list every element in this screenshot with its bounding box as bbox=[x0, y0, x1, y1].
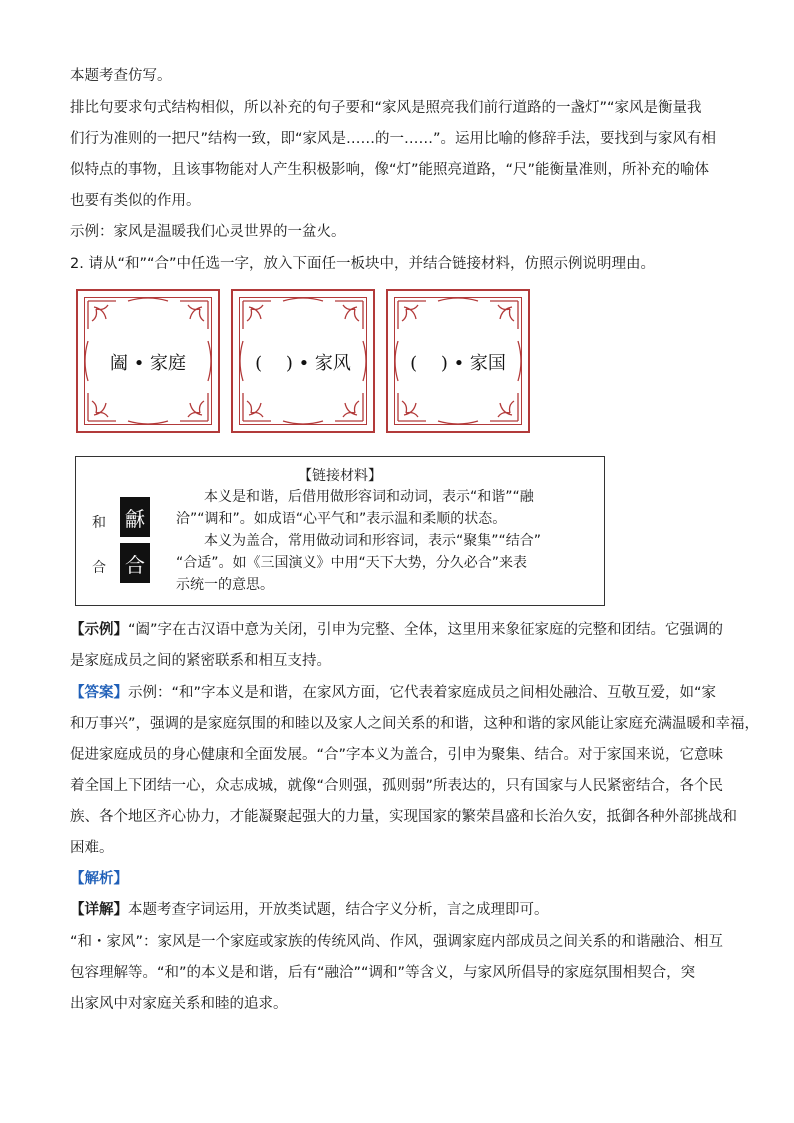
material-hecombine-line: 示统一的意思。 bbox=[176, 577, 274, 593]
intro-line: 也要有类似的作用。 bbox=[70, 193, 201, 209]
answer-line: 着全国上下团结一心，众志成城，就像“合则强，孤则弱”所表达的，只有国家与人民紧密结合，各个民 bbox=[70, 778, 724, 794]
material-char-hecombine: 合 bbox=[92, 560, 106, 576]
answer-line: 促进家庭成员的身心健康和全面发展。“合”字本义为盖合，引申为聚集、结合。对于家国来说，它意味 bbox=[70, 747, 724, 763]
intro-line: 本题考查仿写。 bbox=[70, 68, 172, 84]
analysis-tag: 【解析】 bbox=[70, 871, 128, 887]
answer-line: 和万事兴”，强调的是家庭氛围的和睦以及家人之间关系的和谐，这种和谐的家风能让家庭充满温暖和幸福， bbox=[70, 716, 760, 732]
frame-jiaguo bbox=[386, 289, 530, 433]
frame-label: 阖 • 家庭 bbox=[109, 353, 187, 374]
material-hecombine-line: “合适”。如《三国演义》中用“天下大势，分久必合”来表 bbox=[176, 555, 528, 571]
intro-line: 们行为准则的一把尺”结构一致，即“家风是……的一……”。运用比喻的修辞手法，要找到与家风有相 bbox=[70, 131, 717, 147]
answer-text: 示例：“和”字本义是和谐，在家风方面，它代表着家庭成员之间相处融洽、互敬互爱，如“家 bbox=[128, 685, 717, 701]
frame-label: ( ) • 家国 bbox=[410, 353, 506, 374]
detail-text: 本题考查字词运用，开放类试题，结合字义分析，言之成理即可。 bbox=[128, 902, 549, 918]
intro-line: 似特点的事物，且该事物能对人产生积极影响，像“灯”能照亮道路，“尺”能衡量准则，所补充的喻体 bbox=[70, 162, 710, 178]
frame-jiating bbox=[76, 289, 220, 433]
intro-line: 排比句要求句式结构相似，所以补充的句子要和“家风是照亮我们前行道路的一盏灯”“家风是衡量我 bbox=[70, 100, 702, 116]
example-line: 是家庭成员之间的紧密联系和相互支持。 bbox=[70, 653, 331, 669]
material-he-line: 本义是和谐，后借用做形容词和动词，表示“和谐”“融 bbox=[204, 489, 534, 505]
ancient-he-combine-glyph-icon: 合 bbox=[120, 543, 150, 583]
ancient-he-glyph-icon: 龢 bbox=[120, 497, 150, 537]
example-line bbox=[70, 620, 723, 640]
example-text: “阖”字在古汉语中意为关闭，引申为完整、全体，这里用来象征家庭的完整和团结。它强调的 bbox=[128, 622, 724, 638]
example-tag: 【示例】 bbox=[70, 622, 128, 638]
material-hecombine-line: 本义为盖合，常用做动词和形容词，表示“聚集”“结合” bbox=[204, 533, 542, 549]
detail-tag: 【详解】 bbox=[70, 902, 128, 918]
link-material-box bbox=[75, 456, 605, 606]
frame-label: ( ) • 家风 bbox=[255, 353, 351, 374]
detail-line: “和・家风”：家风是一个家庭或家族的传统风尚、作风，强调家庭内部成员之间关系的和谐融洽、相互 bbox=[70, 934, 724, 950]
answer-tag: 【答案】 bbox=[70, 685, 128, 701]
question-2: 2. 请从“和”“合”中任选一字，放入下面任一板块中，并结合链接材料，仿照示例说明理由。 bbox=[70, 256, 655, 272]
answer-line: 困难。 bbox=[70, 840, 114, 856]
answer-line bbox=[70, 683, 716, 703]
intro-example: 示例：家风是温暖我们心灵世界的一盆火。 bbox=[70, 224, 346, 240]
frame-jiafeng bbox=[231, 289, 375, 433]
material-title: 【链接材料】 bbox=[298, 468, 382, 484]
answer-line: 族、各个地区齐心协力，才能凝聚起强大的力量，实现国家的繁荣昌盛和长治久安，抵御各种外部挑战和 bbox=[70, 809, 737, 825]
material-he-line: 洽”“调和”。如成语“心平气和”表示温和柔顺的状态。 bbox=[176, 511, 507, 527]
detail-line: 出家风中对家庭关系和睦的追求。 bbox=[70, 996, 288, 1012]
detail-line: 包容理解等。“和”的本义是和谐，后有“融洽”“调和”等含义，与家风所倡导的家庭氛围相契合，突 bbox=[70, 965, 696, 981]
detail-line bbox=[70, 900, 549, 920]
material-char-he: 和 bbox=[92, 515, 106, 531]
